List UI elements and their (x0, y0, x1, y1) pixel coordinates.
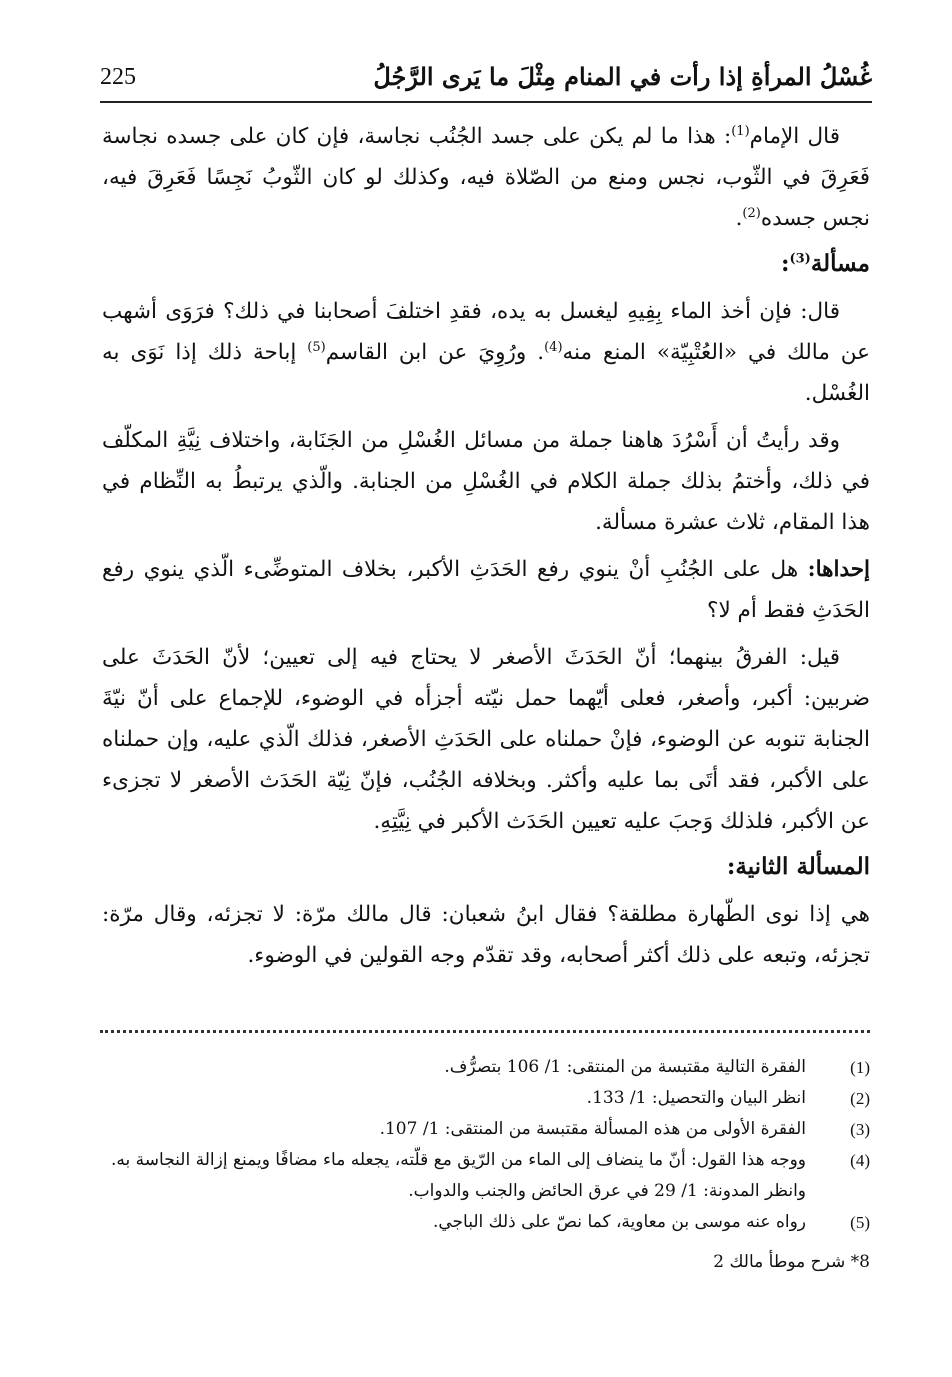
first-issue-label: إحداها: (807, 557, 870, 582)
footnote-separator (100, 1030, 870, 1045)
paragraph-difference: قيل: الفرقُ بينهما؛ أنّ الحَدَثَ الأصغر لا يحتاج فيه إلى تعيين؛ لأنّ الحَدَثَ على ضربين: أكبر، وأصغر، فعلى أيّهما حمل نيّته أجزأه في الوضوء، للإجماع على أنّ نيّةَ الجنابة تنوبه عن الوضوء، فإنْ حملناه على الحَدَثِ الأصغر، فذلك الّذي عليه، وإن حملناه على الأكبر، فقد أتَى بما عليه وأكثر. وبخلافه الجُنُب، فإنّ نِيّة الحَدَث الأصغر لا تجزىء عن الأكبر، فلذلك وَجبَ عليه تعيين الحَدَث الأكبر في نِيَّتِهِ. (102, 645, 870, 834)
footnote-item: (1) الفقرة التالية مقتبسة من المنتقى: 1/ 106 بتصرُّف. (444, 1057, 870, 1077)
paragraph-water-mouth: قال: فإن أخذ الماء بِفِيهِ ليغسل به يده، فقدِ اختلفَ أصحابنا في ذلك؟ فرَوَى أشهب عن مالك في «العُتْبِيّة» المنع منه$^{(4)}$. ورُوِيَ عن ابن القاسم$^{(5)}$ إباحة ذلك إذا نَوَى به الغُسْل. (102, 299, 870, 406)
running-header (100, 62, 872, 98)
footnote-item: (3) الفقرة الأولى من هذه المسألة مقتبسة من المنتقى: 1/ 107. (379, 1119, 870, 1139)
paragraph-second-issue: هي إذا نوى الطّهارة مطلقة؟ فقال ابنُ شعبان: قال مالك مرّة: لا تجزئه، وقال مرّة: تجزئه، وتبعه على ذلك أكثر أصحابه، وقد تقدّم وجه القولين في الوضوء. (102, 902, 870, 968)
footnote-item: (4) ووجه هذا القول: أنّ ما ينضاف إلى الماء من الرّيق مع قلّته، يجعله ماء مضافًا ويمنع إزالة النجاسة به. وانظر المدونة: 1/ 29 في عرق الحائض والجنب والدواب. (111, 1150, 870, 1201)
header-rule (100, 101, 872, 103)
paragraph-first-issue: إحداها: هل على الجُنُبِ أنْ ينوي رفع الحَدَثِ الأكبر، بخلاف المتوضِّىء الّذي ينوي رفع الحَدَثِ فقط أم لا؟ (102, 557, 870, 623)
main-text (102, 116, 870, 982)
footnote-ref-3: (3) (789, 251, 811, 267)
footnote-ref-4: (4) (544, 339, 563, 355)
paragraph-imam: قال الإمام$^{(1)}$: هذا ما لم يكن على جسد الجُنُب نجاسة، فإن كان على جسده نجاسة فَعَرِقَ في الثّوب، نجس ومنع من الصّلاة فيه، وكذلك لو كان الثّوبُ نَجِسًا فَعَرِقَ فيه، نجس جسده$^{(2)}$. (102, 123, 870, 231)
footnote-ref-5: (5) (307, 339, 326, 355)
footnotes (102, 1052, 870, 1238)
footnote-ref-1: (1) (731, 123, 750, 139)
section-heading-second-issue: المسألة الثانية: (726, 853, 870, 880)
footnote-item: (2) انظر البيان والتحصيل: 1/ 133. (586, 1088, 870, 1108)
footnote-ref-2: (2) (742, 205, 761, 221)
section-heading-masala: مسألة$^{(3)}$: (780, 250, 870, 277)
footnote-item: (5) رواه عنه موسى بن معاوية، كما نصّ على ذلك الباجي. (432, 1212, 870, 1232)
page-number: 225 (100, 64, 136, 90)
printer-signature: 8* شرح موطأ مالك 2 (713, 1252, 870, 1272)
paragraph-intro-issues: وقد رأيتُ أن أَسْرُدَ هاهنا جملة من مسائل الغُسْلِ من الجَنَابة، واختلاف نِيَّةِ المكلّف في ذلك، وأختمُ بذلك جملة الكلام في الغُسْلِ من الجنابة. والّذي يرتبطُ به النِّظام في هذا المقام، ثلاث عشرة مسألة. (102, 428, 870, 535)
chapter-title: غُسْلُ المرأةِ إذا رأت في المنام مِثْلَ ما يَرى الرَّجُلُ (373, 62, 872, 91)
